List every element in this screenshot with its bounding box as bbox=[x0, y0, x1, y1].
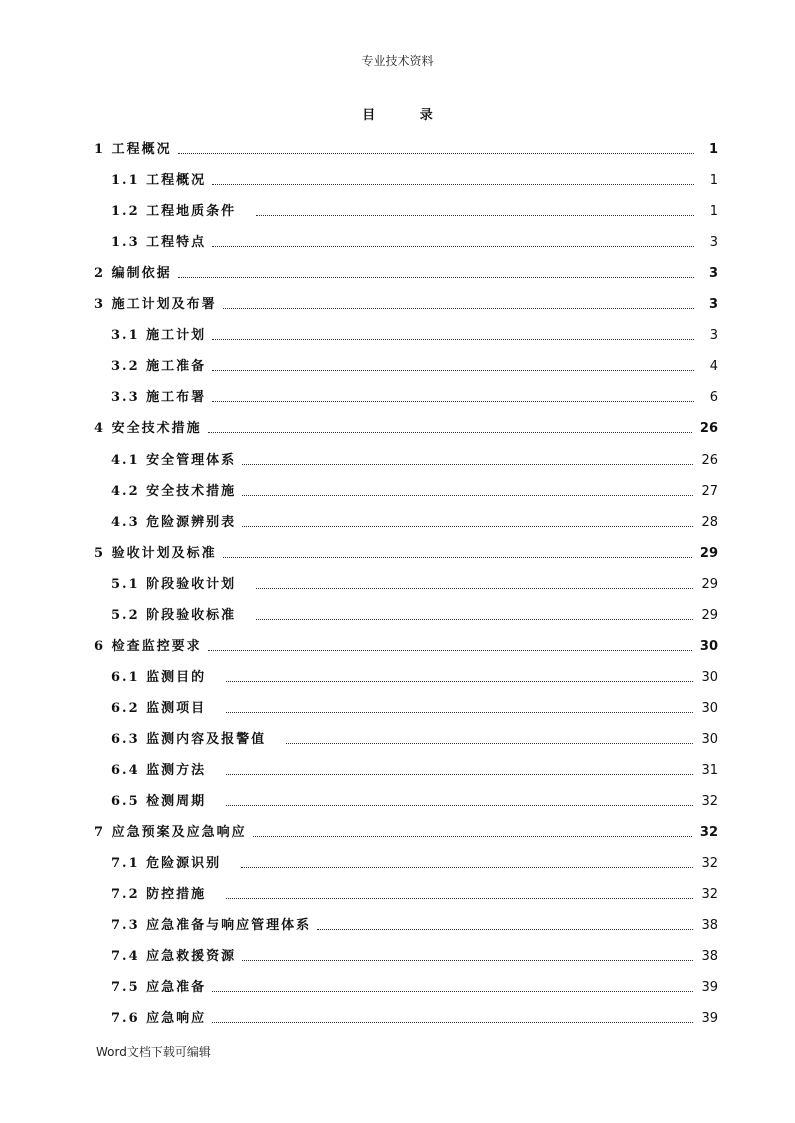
toc-entry-label: 3.1 施工计划 bbox=[111, 328, 207, 344]
toc-entry-label: 7 应急预案及应急响应 bbox=[94, 825, 247, 841]
toc-entry-label: 6.5 检测周期 bbox=[111, 794, 207, 810]
toc-entry[interactable] bbox=[111, 347, 718, 375]
toc-dot-leader bbox=[256, 215, 694, 216]
toc-entry-label: 3.3 施工布署 bbox=[111, 390, 207, 406]
toc-entry-page: 32 bbox=[701, 856, 718, 872]
toc-entry[interactable] bbox=[94, 130, 718, 158]
toc-entry-label: 6.3 监测内容及报警值 bbox=[111, 731, 267, 747]
toc-entry-page: 31 bbox=[701, 763, 718, 778]
toc-entry-label: 1.2 工程地质条件 bbox=[111, 204, 237, 220]
toc-entry-page: 39 bbox=[701, 1011, 718, 1027]
toc-dot-leader bbox=[212, 246, 694, 247]
toc-entry-label: 2 编制依据 bbox=[94, 266, 172, 282]
toc-entry-label: 7.2 防控措施 bbox=[111, 887, 207, 903]
page-footer: Word文档下载可编辑 bbox=[96, 1045, 211, 1059]
toc-entry-label: 4.1 安全管理体系 bbox=[111, 452, 237, 468]
toc-entry[interactable] bbox=[111, 844, 718, 872]
toc-dot-leader bbox=[223, 308, 694, 309]
toc-dot-leader bbox=[226, 805, 693, 806]
toc-entry[interactable] bbox=[111, 596, 718, 624]
toc-entry-page: 38 bbox=[701, 949, 718, 965]
toc-entry-page: 4 bbox=[709, 359, 718, 375]
toc-entry-label: 6.4 监测方法 bbox=[111, 763, 207, 778]
toc-dot-leader bbox=[178, 153, 694, 154]
toc-dot-leader bbox=[208, 650, 692, 651]
toc-entry-page: 3 bbox=[708, 297, 718, 313]
toc-entry-label: 1 工程概况 bbox=[94, 142, 172, 157]
toc-entry-page: 29 bbox=[701, 576, 718, 592]
toc-entry-page: 32 bbox=[701, 887, 718, 903]
toc-entry[interactable] bbox=[111, 503, 718, 531]
toc-entry-page: 29 bbox=[701, 607, 718, 623]
toc-dot-leader bbox=[253, 836, 692, 837]
toc-entry-label: 7.3 应急准备与响应管理体系 bbox=[111, 918, 312, 934]
toc-dot-leader bbox=[178, 277, 694, 278]
toc-entry[interactable] bbox=[111, 441, 718, 469]
toc-entry[interactable] bbox=[111, 472, 718, 500]
toc-dot-leader bbox=[242, 960, 693, 961]
toc-entry[interactable] bbox=[111, 161, 718, 189]
toc-entry-page: 32 bbox=[701, 794, 718, 810]
toc-entry-page: 1 bbox=[709, 204, 718, 220]
toc-entry-page: 27 bbox=[701, 483, 718, 499]
toc-entry-label: 4.2 安全技术措施 bbox=[111, 483, 237, 499]
toc-entry[interactable] bbox=[111, 378, 718, 406]
toc-entry-page: 39 bbox=[701, 980, 718, 996]
toc-entry-page: 30 bbox=[701, 700, 718, 716]
toc-entry-page: 32 bbox=[699, 825, 718, 841]
toc-entry[interactable] bbox=[111, 565, 718, 593]
toc-entry-page: 3 bbox=[708, 266, 718, 282]
toc-entry-page: 30 bbox=[699, 638, 718, 654]
toc-dot-leader bbox=[212, 370, 694, 371]
toc-dot-leader bbox=[212, 991, 693, 992]
toc-entry[interactable] bbox=[94, 409, 718, 437]
toc-dot-leader bbox=[286, 743, 693, 744]
toc-entry[interactable] bbox=[111, 223, 718, 251]
toc-dot-leader bbox=[226, 681, 693, 682]
page-header: 专业技术资料 bbox=[361, 54, 434, 68]
toc-dot-leader bbox=[212, 184, 694, 185]
toc-entry-label: 7.6 应急响应 bbox=[111, 1011, 207, 1027]
toc-dot-leader bbox=[256, 619, 693, 620]
toc-entry[interactable] bbox=[111, 875, 718, 903]
toc-dot-leader bbox=[212, 401, 694, 402]
toc-entry-label: 3 施工计划及布署 bbox=[94, 297, 217, 313]
toc-dot-leader bbox=[256, 588, 693, 589]
toc-entry-label: 4.3 危险源辨别表 bbox=[111, 514, 237, 530]
toc-entry[interactable] bbox=[94, 813, 718, 841]
toc-entry[interactable] bbox=[111, 316, 718, 344]
toc-entry-page: 1 bbox=[708, 142, 718, 157]
toc-entry-label: 6 检查监控要求 bbox=[94, 638, 202, 654]
toc-entry[interactable] bbox=[111, 906, 718, 934]
toc-dot-leader bbox=[242, 464, 693, 465]
toc-entry[interactable] bbox=[111, 192, 718, 220]
toc-entry-label: 1.1 工程概况 bbox=[111, 173, 207, 189]
toc-dot-leader bbox=[317, 929, 693, 930]
toc-entry-label: 5.1 阶段验收计划 bbox=[111, 576, 237, 592]
toc-entry[interactable] bbox=[94, 534, 718, 562]
toc-entry-page: 3 bbox=[709, 235, 718, 251]
toc-entry-label: 3.2 施工准备 bbox=[111, 359, 207, 375]
toc-entry[interactable] bbox=[111, 689, 718, 717]
toc-entry-label: 6.2 监测项目 bbox=[111, 700, 207, 716]
toc-dot-leader bbox=[212, 339, 694, 340]
toc-entry[interactable] bbox=[111, 937, 718, 965]
toc-dot-leader bbox=[242, 495, 693, 496]
toc-entry[interactable] bbox=[111, 751, 718, 779]
toc-dot-leader bbox=[242, 526, 693, 527]
toc-entry[interactable] bbox=[94, 627, 718, 655]
toc-dot-leader bbox=[212, 1022, 693, 1023]
toc-entry-label: 7.5 应急准备 bbox=[111, 980, 207, 996]
toc-entry-label: 1.3 工程特点 bbox=[111, 235, 207, 251]
toc-entry-page: 38 bbox=[701, 918, 718, 934]
toc-entry-page: 6 bbox=[709, 390, 718, 406]
toc-entry-page: 28 bbox=[701, 514, 718, 530]
toc-dot-leader bbox=[223, 557, 692, 558]
toc-entry[interactable] bbox=[94, 285, 718, 313]
toc-entry[interactable] bbox=[111, 658, 718, 686]
toc-entry-page: 30 bbox=[701, 669, 718, 685]
toc-dot-leader bbox=[241, 867, 693, 868]
toc-dot-leader bbox=[208, 432, 692, 433]
toc-entry-label: 5.2 阶段验收标准 bbox=[111, 607, 237, 623]
toc-entry[interactable] bbox=[111, 968, 718, 996]
toc-entry-label: 7.4 应急救援资源 bbox=[111, 949, 237, 965]
toc-entry-label: 5 验收计划及标准 bbox=[94, 545, 217, 561]
toc-title: 目 录 bbox=[362, 108, 453, 123]
toc-entry-page: 26 bbox=[701, 452, 718, 468]
toc-entry-label: 7.1 危险源识别 bbox=[111, 856, 222, 872]
toc-entry-page: 26 bbox=[699, 421, 718, 437]
toc-entry-page: 1 bbox=[709, 173, 718, 189]
toc-entry[interactable] bbox=[94, 254, 718, 282]
toc-entry-label: 4 安全技术措施 bbox=[94, 421, 202, 437]
toc-entry-page: 30 bbox=[701, 731, 718, 747]
toc-dot-leader bbox=[226, 898, 693, 899]
toc-entry[interactable] bbox=[111, 720, 718, 748]
toc-entry-label: 6.1 监测目的 bbox=[111, 669, 207, 685]
toc-entry-page: 3 bbox=[709, 328, 718, 344]
toc-dot-leader bbox=[226, 774, 693, 775]
toc-entry[interactable] bbox=[111, 999, 718, 1027]
toc-entry[interactable] bbox=[111, 782, 718, 810]
toc-dot-leader bbox=[226, 712, 693, 713]
toc-entry-page: 29 bbox=[699, 545, 718, 561]
